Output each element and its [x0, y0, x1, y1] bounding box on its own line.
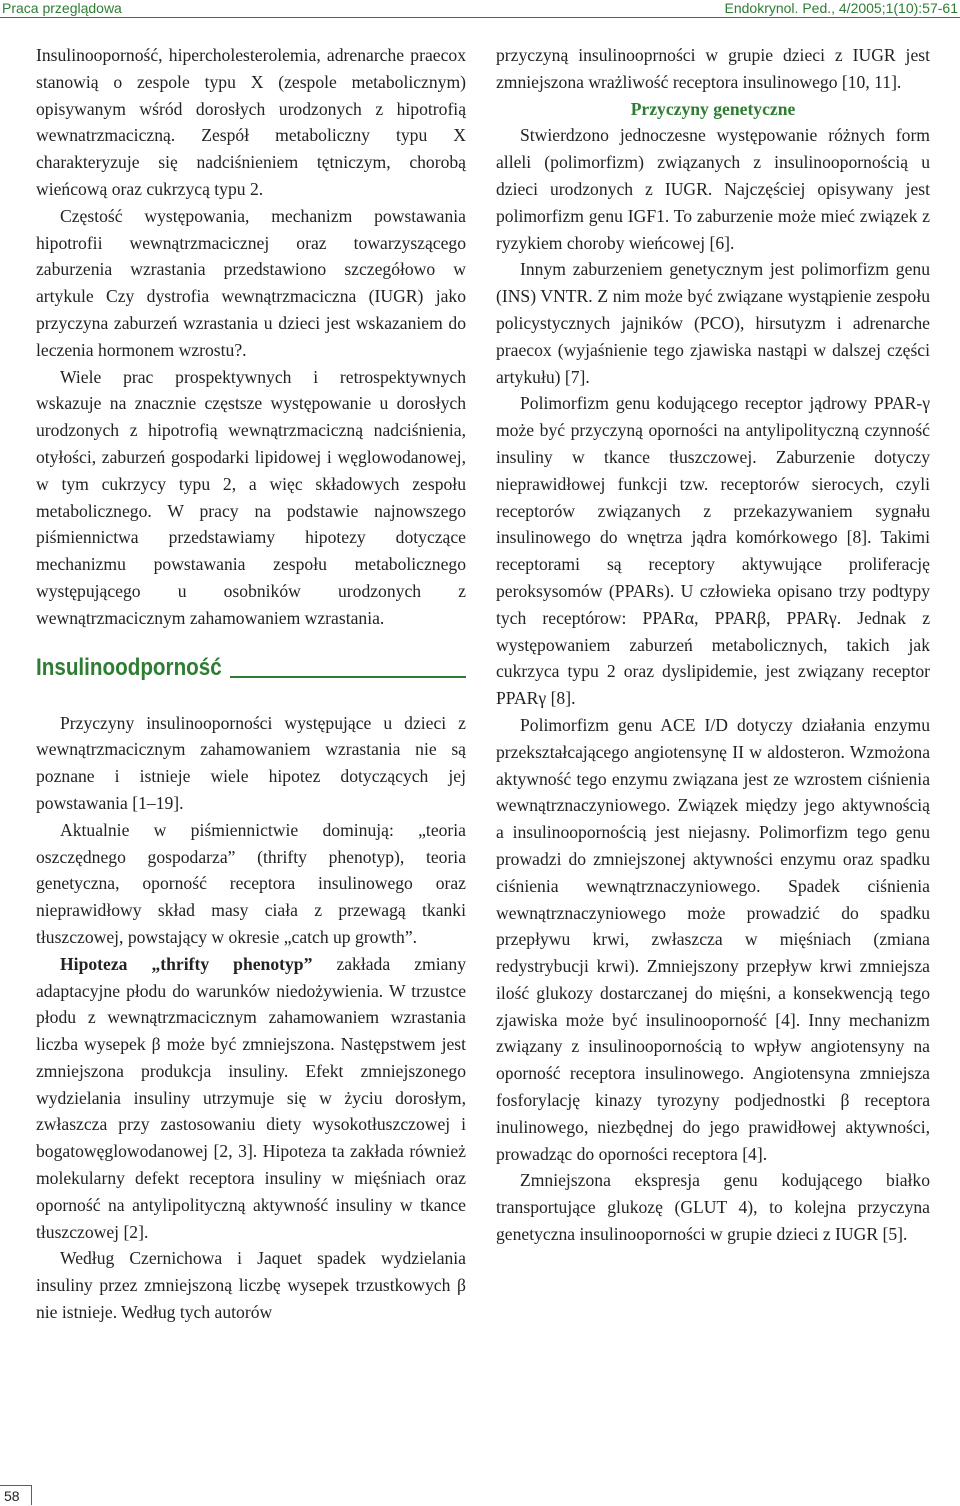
- paragraph: Innym zaburzeniem genetycznym jest polimorfizm genu (INS) VNTR. Z nim może być związane wystąpienie zespołu policystycznych jajników (PCO), hirsutyzm i adrenarche praecox (wyjaśnienie tego zjawiska nastąpi w dalszej części artykułu) [7].: [496, 259, 930, 387]
- section-heading: [36, 648, 466, 682]
- paragraph: Insulinooporność, hipercholesterolemia, adrenarche praecox stanowią o zespole typu X (zespole metabolicznym) opisywanym wśród dorosłych urodzonych z hipotrofią wewnatrzmaciczną. Zespół metaboliczny typu X charakteryzuje się nadciśnieniem tętniczym, chorobą wieńcową oraz cukrzycą typu 2.: [36, 45, 466, 199]
- paragraph: Według Czernichowa i Jaquet spadek wydzielania insuliny przez zmniejszoną liczbę wysepek trzustkowych β nie istnieje. Według tych autorów: [36, 1248, 466, 1323]
- right-column: [496, 42, 930, 1248]
- running-header: [0, 0, 960, 18]
- paragraph: Aktualnie w piśmiennictwie dominują: „teoria oszczędnego gospodarza” (thrifty phenotyp), teoria genetyczna, oporność receptora insulinowego oraz nieprawidłowy skład masy ciała z przewagą tkanki tłuszczowej, powstający w okresie „catch up growth”.: [36, 819, 466, 947]
- paragraph: Przyczyny insulinooporności występujące u dzieci z wewnątrzmacicznym zahamowaniem wzrastania nie są poznane i istnieje wiele hipotez dotyczących jej powstawania [1–19].: [36, 712, 466, 813]
- page-number: 58: [0, 1485, 32, 1505]
- heading-rule: [230, 676, 466, 678]
- header-citation: Endokrynol. Ped., 4/2005;1(10):57-61: [724, 0, 958, 16]
- bold-term: Hipoteza „thrifty phenotyp”: [60, 953, 313, 974]
- paragraph-text: zakłada zmiany adaptacyjne płodu do warunków niedożywienia. W trzustce płodu z wewnątrzmacicznym zahamowaniem wzrastania liczba wysepek β może być zmniejszona. Następstwem jest zmniejszona produkcja insuliny. Efekt zmniejszonego wydzielania insuliny utrzymuje się w życiu dorosłym, zwłaszcza przy zastosowaniu diety wysokotłuszczowej i bogatowęglowodanowej [2, 3]. Hipoteza ta zakłada również molekularny defekt receptora insuliny w mięśniach oraz oporność na antylipolityczną aktywność insuliny w tkance tłuszczowej [2].: [36, 953, 466, 1242]
- paragraph: Wiele prac prospektywnych i retrospektywnych wskazuje na znacznie częstsze występowanie u dorosłych urodzonych z hipotrofią wewnątrzmaciczną nadciśnienia, otyłości, zaburzeń gospodarki lipidowej i węglowodanowej, w tym cukrzycy typu 2, a więc składowych zespołu metabolicznego. W pracy na podstawie najnowszego piśmiennictwa przedstawiamy hipotezy dotyczące mechanizmu powstawania zespołu metabolicznego występującego u osobników urodzonych z wewnątrzmacicznym zahamowaniem wzrastania.: [36, 366, 466, 628]
- paragraph: Częstość występowania, mechanizm powstawania hipotrofii wewnątrzmacicznej oraz towarzyszącego zaburzenia wzrastania przedstawiono szczegółowo w artykule Czy dystrofia wewnątrzmaciczna (IUGR) jako przyczyna zaburzeń wzrastania u dzieci jest wskazaniem do leczenia hormonem wzrostu?.: [36, 205, 466, 360]
- subsection-heading: Przyczyny genetyczne: [630, 98, 796, 119]
- paragraph: Stwierdzono jednoczesne występowanie różnych form alleli (polimorfizm) związanych z insulinoopornością u dzieci urodzonych z IUGR. Najczęściej opisywany jest polimorfizm genu IGF1. To zaburzenie może mieć związek z ryzykiem choroby wieńcowej [6].: [496, 125, 930, 253]
- section-title: Insulinoodporność: [36, 653, 222, 681]
- paragraph: przyczyną insulinooprności w grupie dzieci z IUGR jest zmniejszona wrażliwość receptora insulinowego [10, 11].: [496, 45, 930, 92]
- paragraph: Zmniejszona ekspresja genu kodującego białko transportujące glukozę (GLUT 4), to kolejna przyczyna genetyczna insulinooporności w grupie dzieci z IUGR [5].: [496, 1170, 930, 1245]
- header-article-type: Praca przeglądowa: [2, 0, 122, 16]
- paragraph: Polimorfizm genu ACE I/D dotyczy działania enzymu przekształcającego angiotensynę II w aldosteron. Wzmożona aktywność tego enzymu związana jest ze wzrostem ciśnienia wewnątrznaczyniowego. Związek między jego aktywnością a insulinoopornością jest niejasny. Polimorfizm tego genu prowadzi do zmniejszonej aktywności enzymu oraz spadku ciśnienia wewnątrznaczyniowego. Spadek ciśnienia wewnątrznaczyniowego może prowadzić do spadku przepływu krwi, zwłaszcza w mięśniach (zmiana redystrybucji krwi). Zmniejszony przepływ krwi zmniejsza ilość glukozy dostarczanej do mięśni, a konsekwencją tego zjawiska może być insulinooporność [4]. Inny mechanizm związany z insulinoopornością to wpływ angiotensyny na oporność receptora insulinowego. Angiotensyna zmniejsza fosforylację kinazy tyrozyny podjednostki β receptora inulinowego, niezbędnej do jego prawidłowej aktywności, prowadząc do oporności receptora [4].: [496, 714, 930, 1164]
- paragraph: [36, 951, 466, 1246]
- paragraph: Polimorfizm genu kodującego receptor jądrowy PPAR-γ może być przyczyną oporności na antylipolityczną czynność insuliny w tkance tłuszczowej. Zaburzenie dotyczy nieprawidłowej funkcji tzw. receptorów sierocych, czyli receptorów związanych z przekazywaniem sygnału insulinowego do wnętrza jądra komórkowego [8]. Takimi receptorami są receptory aktywujące proliferację peroksysomów (PPARs). U człowieka opisano trzy podtypy tych receptórow: PPARα, PPARβ, PPARγ. Jednak z występowaniem zaburzeń metabolicznych, takich jak cukrzyca typu 2 oraz dyslipidemie, jest związany receptor PPARγ [8].: [496, 393, 930, 709]
- left-column: [36, 42, 466, 1326]
